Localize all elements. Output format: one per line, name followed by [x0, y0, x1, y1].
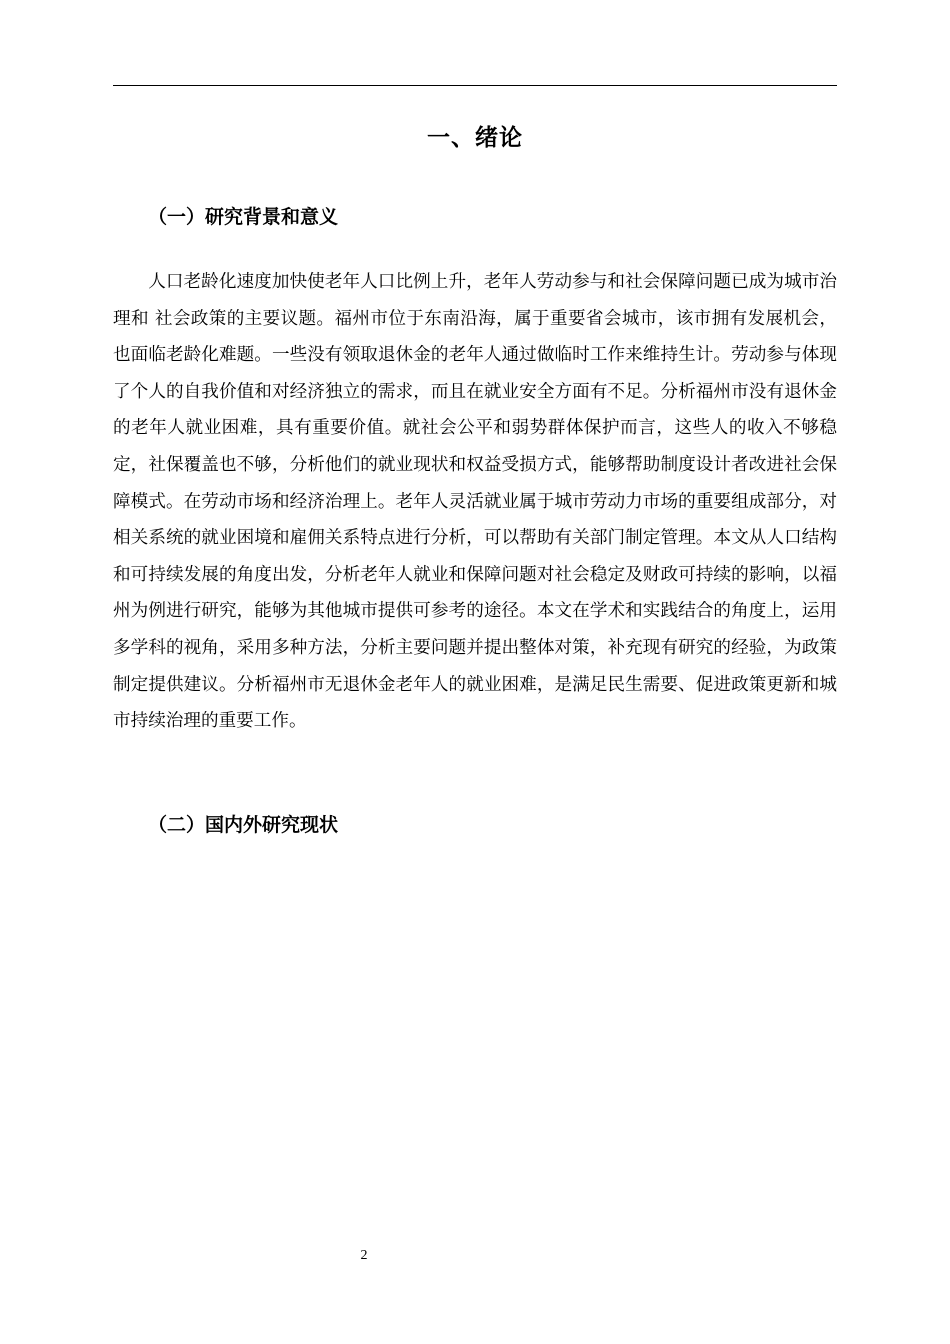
section-heading-research-status: （二）国内外研究现状 [148, 814, 339, 836]
header-rule [113, 85, 837, 86]
section-heading-background: （一）研究背景和意义 [148, 206, 339, 228]
chapter-title: 一、绪论 [427, 125, 523, 151]
page-number: 2 [360, 1248, 368, 1263]
body-paragraph-background: 人口老龄化速度加快使老年人口比例上升，老年人劳动参与和社会保障问题已成为城市治理和 社会政策的主要议题。福州市位于东南沿海，属于重要省会城市，该市拥有发展机会，也面临老龄化难题。一些没有领取退休金的老年人通过做临时工作来维持生计。劳动参与体现了个人的自我价值和对经济独立的需求，而且在就业安全方面有不足。分析福州市没有退休金的老年人就业困难，具有重要价值。就社会公平和弱势群体保护而言，这些人的收入不够稳定，社保覆盖也不够，分析他们的就业现状和权益受损方式，能够帮助制度设计者改进社会保障模式。在劳动市场和经济治理上。老年人灵活就业属于城市劳动力市场的重要组成部分，对相关系统的就业困境和雇佣关系特点进行分析，可以帮助有关部门制定管理。本文从人口结构和可持续发展的角度出发，分析老年人就业和保障问题对社会稳定及财政可持续的影响，以福州为例进行研究，能够为其他城市提供可参考的途径。本文在学术和实践结合的角度上，运用多学科的视角，采用多种方法，分析主要问题并提出整体对策，补充现有研究的经验，为政策制定提供建议。分析福州市无退休金老年人的就业困难，是满足民生需要、促进政策更新和城市持续治理的重要工作。 [113, 272, 837, 732]
